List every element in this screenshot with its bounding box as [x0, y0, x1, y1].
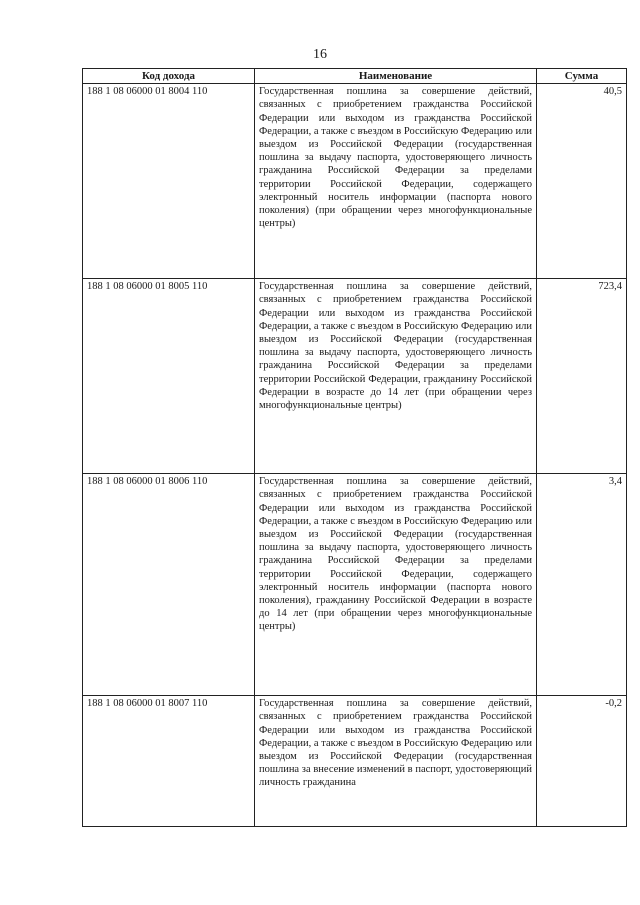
- revenue-name-cell: Государственная пошлина за совершение действий, связанных с приобретением гражданства Российской Федерации или выходом из гражданства Российской Федерации, а также с въездом в Российскую Федерацию или выездом из Российской Федерации (государственная пошлина за выдачу паспорта, удостоверяющего личность гражданина Российской Федерации за пределами территории Российской Федерации, содержащего электронный носитель информации (паспорта нового поколения), гражданину Российской Федерации в возрасте до 14 лет (при обращении через многофункциональные центры): [255, 474, 537, 696]
- revenue-code-cell: 188 1 08 06000 01 8006 110: [83, 474, 255, 696]
- revenue-name-cell: Государственная пошлина за совершение действий, связанных с приобретением гражданства Российской Федерации или выходом из гражданства Российской Федерации, а также с въездом в Российскую Федерацию или выездом из Российской Федерации (государственная пошлина за выдачу паспорта, удостоверяющего личность гражданина Российской Федерации за пределами территории Российской Федерации, гражданину Российской Федерации в возрасте до 14 лет (при обращении через многофункциональные центры): [255, 279, 537, 474]
- table-row: [83, 84, 627, 279]
- table-row: [83, 474, 627, 696]
- revenue-code-cell: 188 1 08 06000 01 8004 110: [83, 84, 255, 279]
- column-header-code: Код дохода: [83, 69, 255, 84]
- revenue-sum-cell: -0,2: [537, 696, 627, 827]
- revenue-name-cell: Государственная пошлина за совершение действий, связанных с приобретением гражданства Российской Федерации или выходом из гражданства Российской Федерации, а также с въездом в Российскую Федерацию или выездом из Российской Федерации (государственная пошлина за внесение изменений в паспорт, удостоверяющий личность гражданина: [255, 696, 537, 827]
- revenue-code-cell: 188 1 08 06000 01 8007 110: [83, 696, 255, 827]
- table-row: [83, 279, 627, 474]
- revenue-sum-cell: 40,5: [537, 84, 627, 279]
- table-row: [83, 696, 627, 827]
- revenue-code-cell: 188 1 08 06000 01 8005 110: [83, 279, 255, 474]
- column-header-name: Наименование: [255, 69, 537, 84]
- revenue-name-cell: Государственная пошлина за совершение действий, связанных с приобретением гражданства Российской Федерации или выходом из гражданства Российской Федерации, а также с въездом в Российскую Федерацию или выездом из Российской Федерации (государственная пошлина за выдачу паспорта, удостоверяющего личность гражданина Российской Федерации за пределами территории Российской Федерации, содержащего электронный носитель информации (паспорта нового поколения) (при обращении через многофункциональные центры): [255, 84, 537, 279]
- revenue-table: [82, 68, 627, 827]
- page-number: 16: [313, 47, 327, 62]
- column-header-sum: Сумма: [537, 69, 627, 84]
- table-header-row: [83, 69, 627, 84]
- revenue-sum-cell: 3,4: [537, 474, 627, 696]
- revenue-sum-cell: 723,4: [537, 279, 627, 474]
